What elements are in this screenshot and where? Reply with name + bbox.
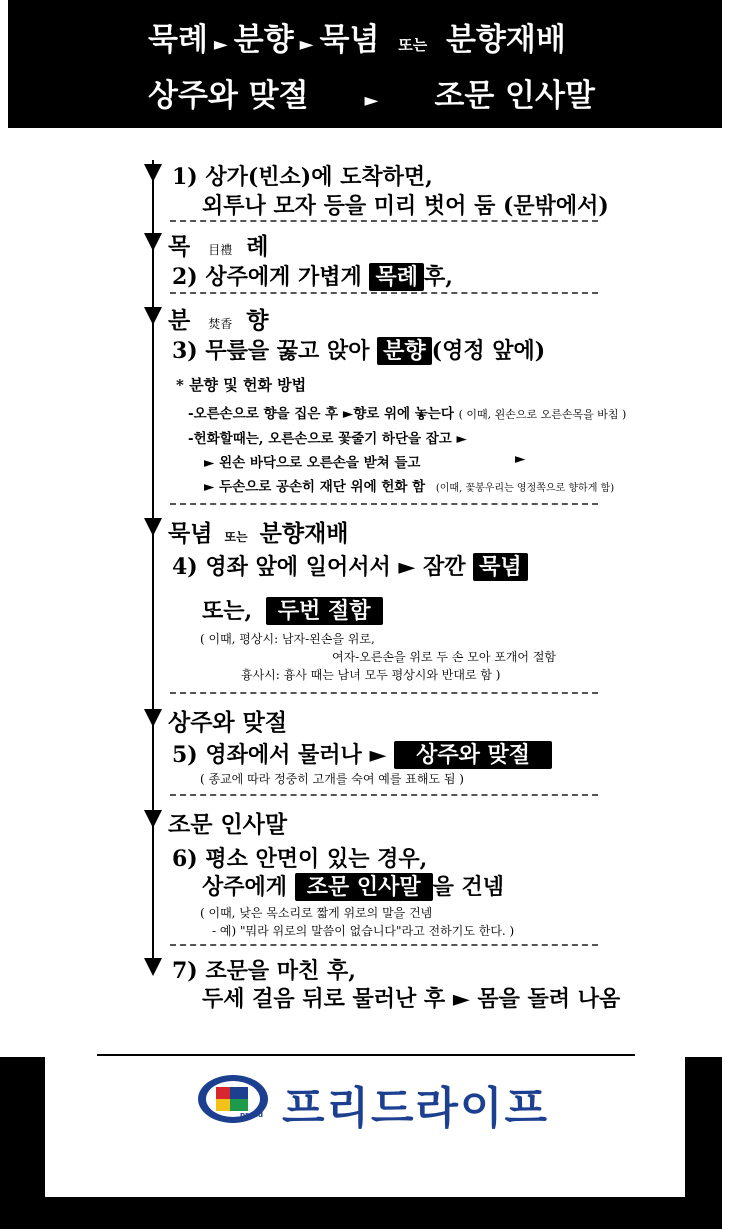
method-line-2: -헌화할때는, 오른손으로 꽃줄기 하단을 잡고 ► <box>188 431 467 447</box>
step-6-highlight: 조문 인사말 <box>295 873 433 901</box>
section-mooknyeom <box>168 515 349 548</box>
step-5-highlight: 상주와 맞절 <box>394 741 552 769</box>
step-1-line-1: 1) 상가(빈소)에 도착하면, <box>172 164 433 190</box>
method-line-4-text: ► 두손으로 공손히 재단 위에 헌화 함 <box>204 479 426 495</box>
step-6-line-2 <box>202 870 504 901</box>
divider <box>170 292 598 294</box>
step-6-post: 을 건넴 <box>432 874 505 900</box>
step-3-post: (영정 앞에) <box>431 338 546 364</box>
section-mooknyeom-b: 분향재배 <box>259 521 349 547</box>
step-2-post: 후, <box>424 264 453 290</box>
title-or: 또는 <box>398 36 428 54</box>
section-mooknyeom-or: 또는 <box>224 530 248 544</box>
divider <box>170 794 598 796</box>
timeline-arrow-icon <box>144 810 162 828</box>
step-2 <box>172 260 453 291</box>
timeline-arrow-icon <box>144 518 162 536</box>
title-mooknyeom: 묵념 <box>319 22 380 58</box>
section-bunhyang-hanja: 焚香 <box>208 317 233 331</box>
step-4 <box>172 550 528 581</box>
preed-logo-icon <box>196 1073 270 1129</box>
step-4b-text: 또는, <box>202 598 253 624</box>
title-banner <box>8 0 722 128</box>
title-line-2 <box>148 70 595 115</box>
step-4-note-2: 여자-오른손을 위로 두 손 모아 포개어 절함 <box>332 650 557 664</box>
section-mokrye <box>168 228 268 261</box>
divider <box>170 503 598 505</box>
step-4b-highlight: 두번 절함 <box>266 597 383 625</box>
timeline-arrow-icon <box>144 958 162 976</box>
brand-name: 프리드라이프 <box>282 1083 550 1134</box>
arrow-icon: ► <box>364 90 379 111</box>
method-line-3: ► 왼손 바닥으로 오른손을 받쳐 들고 <box>204 455 421 471</box>
step-1-line-2: 외투나 모자 등을 미리 벗어 둠 (문밖에서) <box>202 193 609 219</box>
method-line-4-note: (이때, 꽃봉우리는 영정쪽으로 향하게 함) <box>435 483 615 494</box>
step-6-note-1: ( 이때, 낮은 목소리로 짧게 위로의 말을 건넴 <box>200 906 433 920</box>
step-4-highlight: 묵념 <box>473 553 528 581</box>
divider <box>170 220 598 222</box>
section-bunhyang-k1: 분 <box>168 308 191 334</box>
section-mokrye-k2: 례 <box>246 234 269 260</box>
section-mooknyeom-a: 묵념 <box>168 521 213 547</box>
section-bunhyang-k2: 향 <box>246 308 269 334</box>
section-mokrye-k1: 목 <box>168 234 191 260</box>
method-title: * 분향 및 헌화 방법 <box>176 376 307 394</box>
arrow-icon: ► <box>299 34 314 55</box>
arrow-icon: ► <box>515 451 526 467</box>
timeline-arrow-icon <box>144 164 162 182</box>
step-3-highlight: 분향 <box>377 337 432 365</box>
timeline-arrow-icon <box>144 233 162 251</box>
title-matjeol: 상주와 맞절 <box>148 78 309 114</box>
step-7-line-1: 7) 조문을 마친 후, <box>172 958 356 984</box>
arrow-icon: ► <box>213 34 228 55</box>
step-3 <box>172 334 545 365</box>
divider <box>170 692 598 694</box>
title-mokrye: 묵례 <box>148 22 208 58</box>
title-line-1 <box>148 14 566 59</box>
section-mokrye-hanja: 目禮 <box>208 243 233 257</box>
section-josmun: 조문 인사말 <box>168 812 288 838</box>
step-5-note: ( 종교에 따라 정중히 고개를 숙여 예를 표해도 됨 ) <box>200 772 464 786</box>
step-5 <box>172 738 552 769</box>
method-line-1-note: ( 이때, 왼손으로 오른손목을 바침 ) <box>458 408 627 421</box>
step-2-highlight: 목례 <box>369 263 424 291</box>
section-bunhyang <box>168 302 268 335</box>
step-4-text: 4) 영좌 앞에 일어서서 ► 잠깐 <box>172 554 466 580</box>
timeline-line <box>152 160 154 970</box>
step-7-line-2: 두세 걸음 뒤로 물러난 후 ► 몸을 돌려 나옴 <box>202 986 621 1012</box>
step-2-text: 2) 상주에게 가볍게 <box>172 264 362 290</box>
timeline-arrow-icon <box>144 709 162 727</box>
step-6-line-1: 6) 평소 안면이 있는 경우, <box>172 846 428 872</box>
method-line-1 <box>188 402 626 422</box>
footer-divider <box>97 1054 635 1056</box>
step-3-text: 3) 무릎을 꿇고 앉아 <box>172 338 370 364</box>
step-6-note-2: - 예) "뭐라 위로의 말씀이 없습니다"라고 전하기도 한다. ) <box>212 924 515 938</box>
logo-small-text: preed <box>240 1111 263 1119</box>
step-4-note-1: ( 이때, 평상시: 남자-왼손을 위로, <box>200 632 375 646</box>
step-4b <box>202 594 383 625</box>
method-line-4 <box>204 475 614 495</box>
title-bunhyangjaebae: 분향재배 <box>445 22 566 58</box>
method-line-1-text: -오른손으로 향을 집은 후 ►향로 위에 놓는다 <box>188 406 454 422</box>
step-5-text: 5) 영좌에서 물러나 ► <box>172 742 387 768</box>
step-6-text: 상주에게 <box>202 874 288 900</box>
step-4-note-3: 흉사시: 흉사 때는 남녀 모두 평상시와 반대로 함 ) <box>241 668 501 682</box>
title-bunhyang: 분향 <box>233 22 294 58</box>
divider <box>170 944 598 946</box>
timeline-arrow-icon <box>144 307 162 325</box>
title-insamal: 조문 인사말 <box>434 78 595 114</box>
section-matjeol: 상주와 맞절 <box>168 710 288 736</box>
